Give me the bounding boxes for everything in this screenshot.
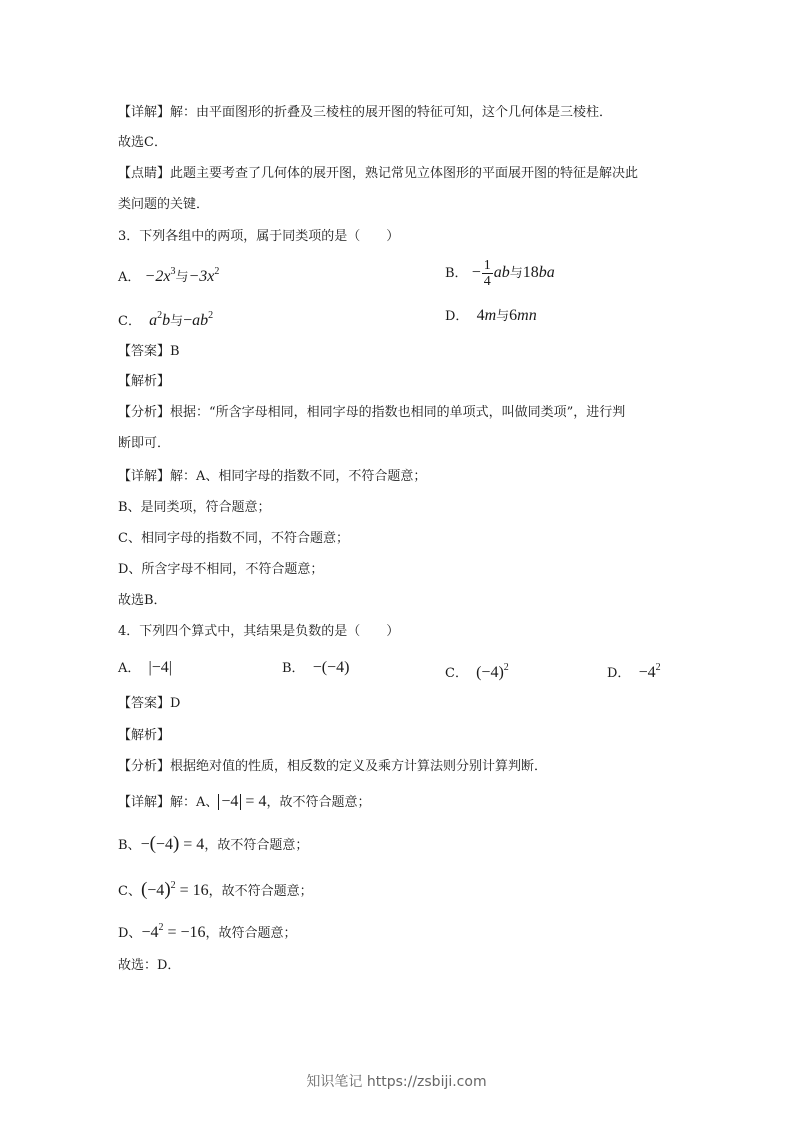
question-3-stem: 3．下列各组中的两项，属于同类项的是（ ） — [118, 229, 400, 244]
question-4-stem: 4．下列四个算式中，其结果是负数的是（ ） — [118, 624, 400, 639]
detail-prefix: B、 — [118, 838, 141, 853]
q4-conclusion: 故选：D． — [118, 958, 181, 973]
q3-detail-a: 【详解】解：A、相同字母的指数不同，不符合题意； — [118, 469, 427, 484]
q3-conclusion: 故选B． — [118, 593, 167, 608]
detail-suffix: ，故符合题意； — [205, 926, 297, 941]
option-label: C． — [445, 666, 468, 681]
q4-detail-d — [118, 918, 297, 944]
q3-option-a — [118, 262, 219, 288]
q4-option-b — [282, 658, 349, 679]
math-expression: −(−4) = 4 — [140, 833, 205, 854]
q4-detail-a — [118, 792, 370, 813]
option-label: D． — [607, 666, 631, 681]
detail-suffix: ，故不符合题意； — [204, 838, 309, 853]
math-expression: $-2x^3$ — [144, 266, 176, 285]
q3-option-b — [445, 258, 555, 289]
detail-suffix: ，故不符合题意； — [208, 884, 313, 899]
q3-analysis-text: 【分析】根据：“所含字母相同，相同字母的指数也相同的单项式，叫做同类项”，进行判 — [118, 405, 626, 420]
comment-text-cont: 类问题的关键． — [118, 197, 210, 212]
answer-choice-text: 故选C． — [118, 135, 167, 150]
q4-option-a — [118, 658, 172, 679]
math-expression: $(-4)^2 = 16$ — [140, 879, 209, 900]
q4-detail-b — [118, 834, 308, 856]
q3-detail-d: D、所含字母不相同，不符合题意； — [118, 562, 324, 577]
q4-detail-c — [118, 876, 313, 902]
q4-analysis-heading: 【解析】 — [118, 728, 171, 743]
detail-prefix: 【详解】解：A、 — [118, 795, 219, 810]
detail-prefix: D、 — [118, 926, 142, 941]
option-label: B． — [445, 266, 468, 282]
q3-detail-b: B、是同类项，符合题意； — [118, 500, 271, 515]
q3-detail-c: C、相同字母的指数不同，不符合题意； — [118, 531, 349, 546]
math-expression: $-4^2 = -16$ — [141, 922, 206, 941]
q3-option-c — [118, 306, 213, 332]
math-expression: − $\frac{1}{4}$ ab — [471, 258, 510, 289]
option-label: A． — [118, 661, 141, 676]
math-expression: 6mn — [509, 307, 537, 324]
math-expression: |−4| — [144, 659, 172, 676]
q4-option-c — [445, 658, 509, 684]
math-expression: 4m — [476, 307, 497, 324]
comment-text: 【点睛】此题主要考查了几何体的展开图，熟记常见立体图形的平面展开图的特征是解决此 — [118, 166, 639, 181]
math-expression: 18ba — [522, 264, 555, 282]
q3-analysis-heading: 【解析】 — [118, 374, 171, 389]
q3-answer: 【答案】B — [118, 344, 180, 359]
q3-analysis-text-cont: 断即可． — [118, 436, 171, 451]
footer-watermark: 知识笔记 https://zsbiji.com — [306, 1074, 487, 1090]
joiner-text: 与 — [170, 314, 184, 329]
option-label: C． — [118, 314, 141, 329]
q4-analysis-text: 【分析】根据绝对值的性质，相反数的定义及乘方计算法则分别计算判断． — [118, 759, 548, 774]
math-expression: $-3x^2$ — [188, 266, 220, 285]
option-label: B． — [282, 661, 305, 676]
q4-option-d — [607, 658, 661, 684]
math-expression: −4 = 4 — [218, 793, 266, 810]
math-expression: −(−4) — [308, 659, 350, 676]
joiner-text: 与 — [496, 309, 510, 324]
math-expression: $(-4)^2$ — [472, 662, 509, 681]
q3-option-d — [445, 306, 537, 327]
detail-suffix: ，故不符合题意； — [266, 795, 371, 810]
option-label: D． — [445, 309, 469, 324]
option-label: A． — [118, 270, 141, 285]
detail-prefix: C、 — [118, 884, 141, 899]
joiner-text: 与 — [509, 266, 523, 282]
joiner-text: 与 — [175, 270, 189, 285]
math-expression: $a^2b$ — [149, 310, 171, 329]
math-expression: $-4^2$ — [634, 662, 661, 681]
q4-answer: 【答案】D — [118, 696, 181, 711]
detail-text: 【详解】解：由平面图形的折叠及三棱柱的展开图的特征可知，这个几何体是三棱柱． — [118, 105, 613, 120]
math-expression: $-ab^2$ — [183, 310, 214, 329]
